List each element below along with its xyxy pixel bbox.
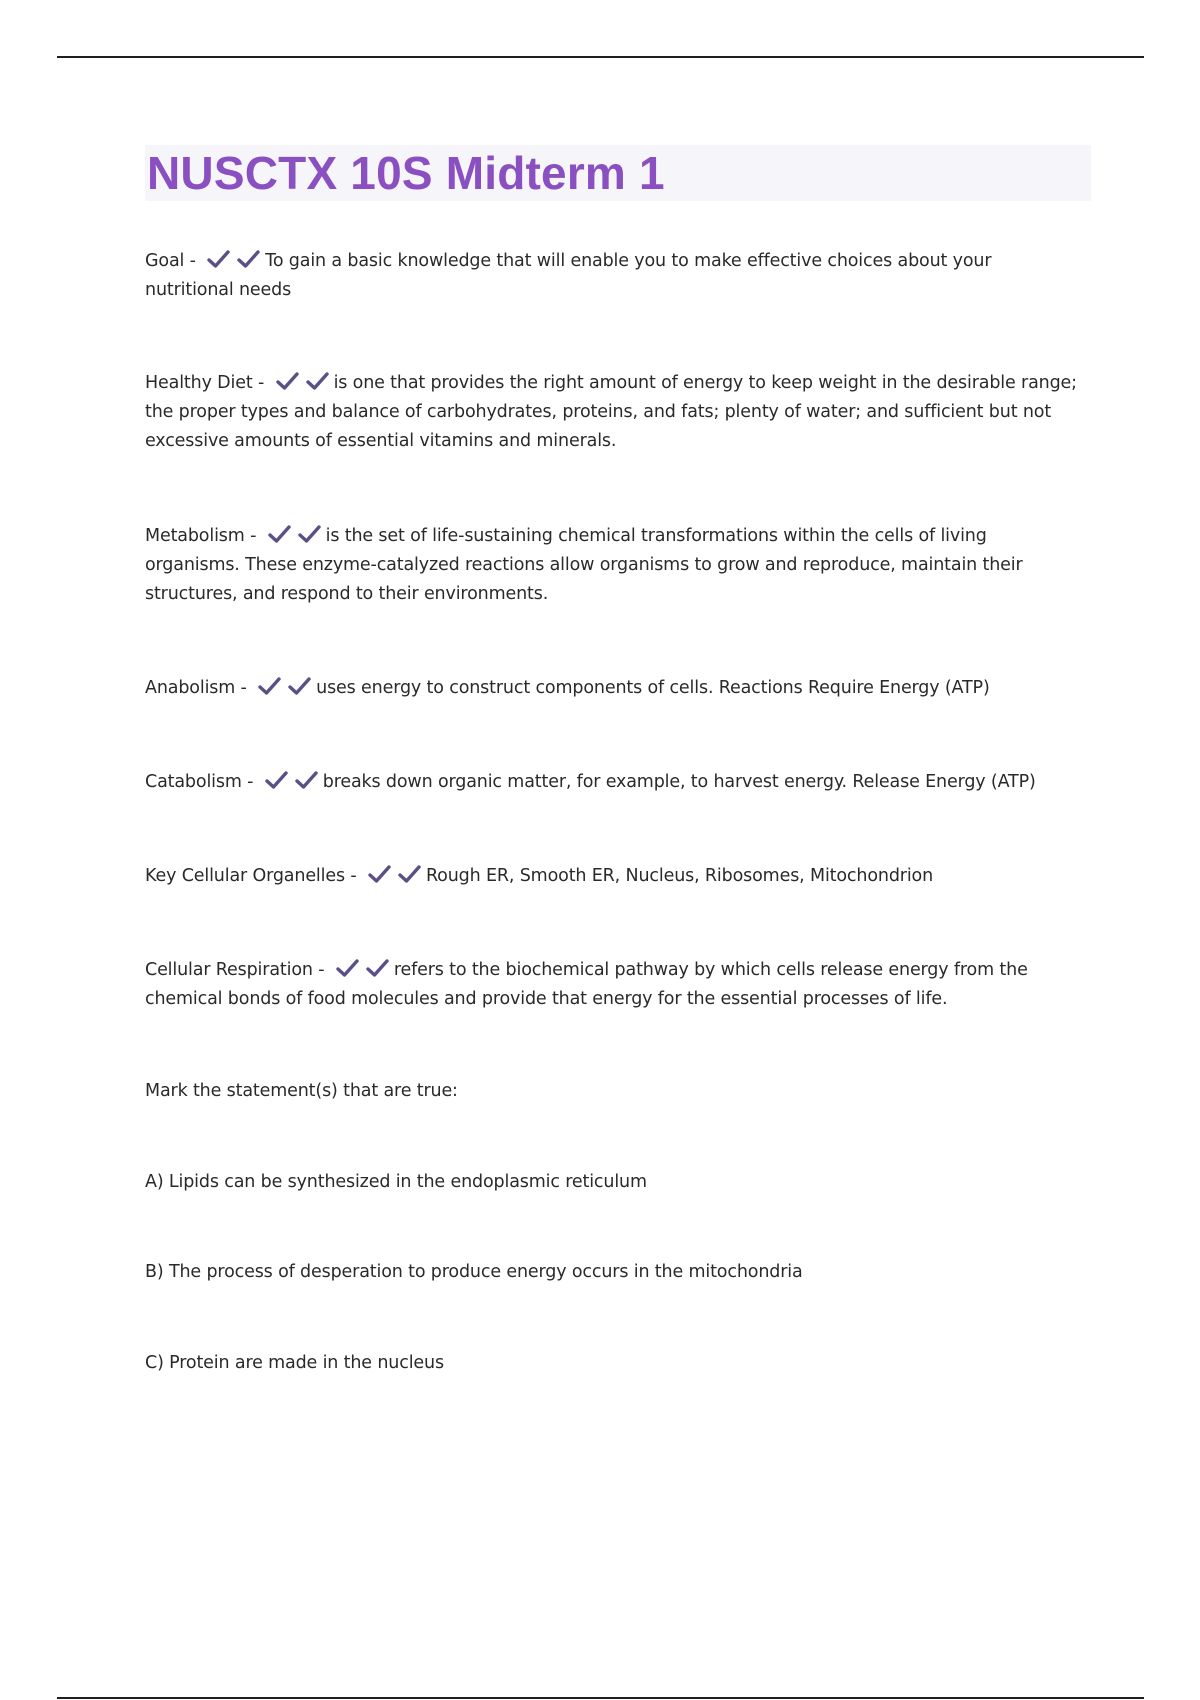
entry-term: Catabolism <box>145 772 242 792</box>
check-mark-icon <box>258 676 282 696</box>
bottom-rule <box>57 1697 1144 1699</box>
check-mark-icon <box>366 958 390 978</box>
check-mark-icon <box>288 676 312 696</box>
page-content <box>145 145 1091 201</box>
entry-definition: refers to the biochemical pathway by which cells release energy from the chemical bonds of food molecules and provide that energy for the essential processes of life. <box>145 960 1028 1009</box>
entry-term: Cellular Respiration <box>145 960 313 980</box>
check-mark-icon <box>237 249 261 269</box>
qa-entry-anabolism <box>145 674 1085 703</box>
check-mark-icon <box>268 524 292 544</box>
qa-entry-cellular-respiration <box>145 956 1085 1014</box>
answer-option-c: C) Protein are made in the nucleus <box>145 1353 444 1373</box>
qa-entry-goal <box>145 247 1085 305</box>
check-mark-icon <box>336 958 360 978</box>
entry-separator: - <box>184 251 202 271</box>
check-marks <box>268 526 328 546</box>
entry-term: Healthy Diet <box>145 373 253 393</box>
qa-entry-key-cellular-organelles <box>145 862 1085 891</box>
check-mark-icon <box>398 864 422 884</box>
qa-entry-metabolism <box>145 522 1085 609</box>
entry-separator: - <box>235 678 253 698</box>
page-title: NUSCTX 10S Midterm 1 <box>147 147 665 199</box>
qa-entry-healthy-diet <box>145 369 1085 456</box>
entry-term: Key Cellular Organelles <box>145 866 345 886</box>
title-band <box>145 145 1091 201</box>
check-marks <box>207 251 267 271</box>
entry-separator: - <box>241 772 259 792</box>
entry-definition: uses energy to construct components of cells. Reactions Require Energy (ATP) <box>316 678 990 698</box>
check-mark-icon <box>295 770 319 790</box>
answer-option-a: A) Lipids can be synthesized in the endoplasmic reticulum <box>145 1172 647 1192</box>
check-mark-icon <box>276 371 300 391</box>
check-mark-icon <box>298 524 322 544</box>
entry-term: Anabolism <box>145 678 236 698</box>
answer-option-b: B) The process of desperation to produce energy occurs in the mitochondria <box>145 1262 803 1282</box>
entry-definition: is the set of life-sustaining chemical transformations within the cells of living organisms. These enzyme-catalyzed reactions allow organisms to grow and reproduce, maintain their structures, and respond to their environments. <box>145 526 1023 604</box>
entry-definition: is one that provides the right amount of energy to keep weight in the desirable range; the proper types and balance of carbohydrates, proteins, and fats; plenty of water; and sufficient but not excessive amounts of essential vitamins and minerals. <box>145 373 1077 451</box>
check-mark-icon <box>265 770 289 790</box>
check-marks <box>265 772 325 792</box>
entry-definition: breaks down organic matter, for example, to harvest energy. Release Energy (ATP) <box>322 772 1036 792</box>
check-mark-icon <box>368 864 392 884</box>
entry-separator: - <box>244 526 262 546</box>
qa-entry-catabolism <box>145 768 1085 797</box>
entry-separator: - <box>344 866 362 886</box>
check-marks <box>276 373 336 393</box>
top-rule <box>57 56 1144 58</box>
entry-separator: - <box>312 960 330 980</box>
check-marks <box>336 960 396 980</box>
question-prompt: Mark the statement(s) that are true: <box>145 1081 458 1101</box>
entry-definition: Rough ER, Smooth ER, Nucleus, Ribosomes, Mitochondrion <box>425 866 934 886</box>
entry-term: Goal <box>145 251 185 271</box>
check-mark-icon <box>207 249 231 269</box>
check-marks <box>368 866 428 886</box>
entry-separator: - <box>252 373 270 393</box>
check-marks <box>258 678 318 698</box>
check-mark-icon <box>306 371 330 391</box>
entry-definition: To gain a basic knowledge that will enable you to make effective choices about your nutritional needs <box>145 251 992 300</box>
entry-term: Metabolism <box>145 526 245 546</box>
